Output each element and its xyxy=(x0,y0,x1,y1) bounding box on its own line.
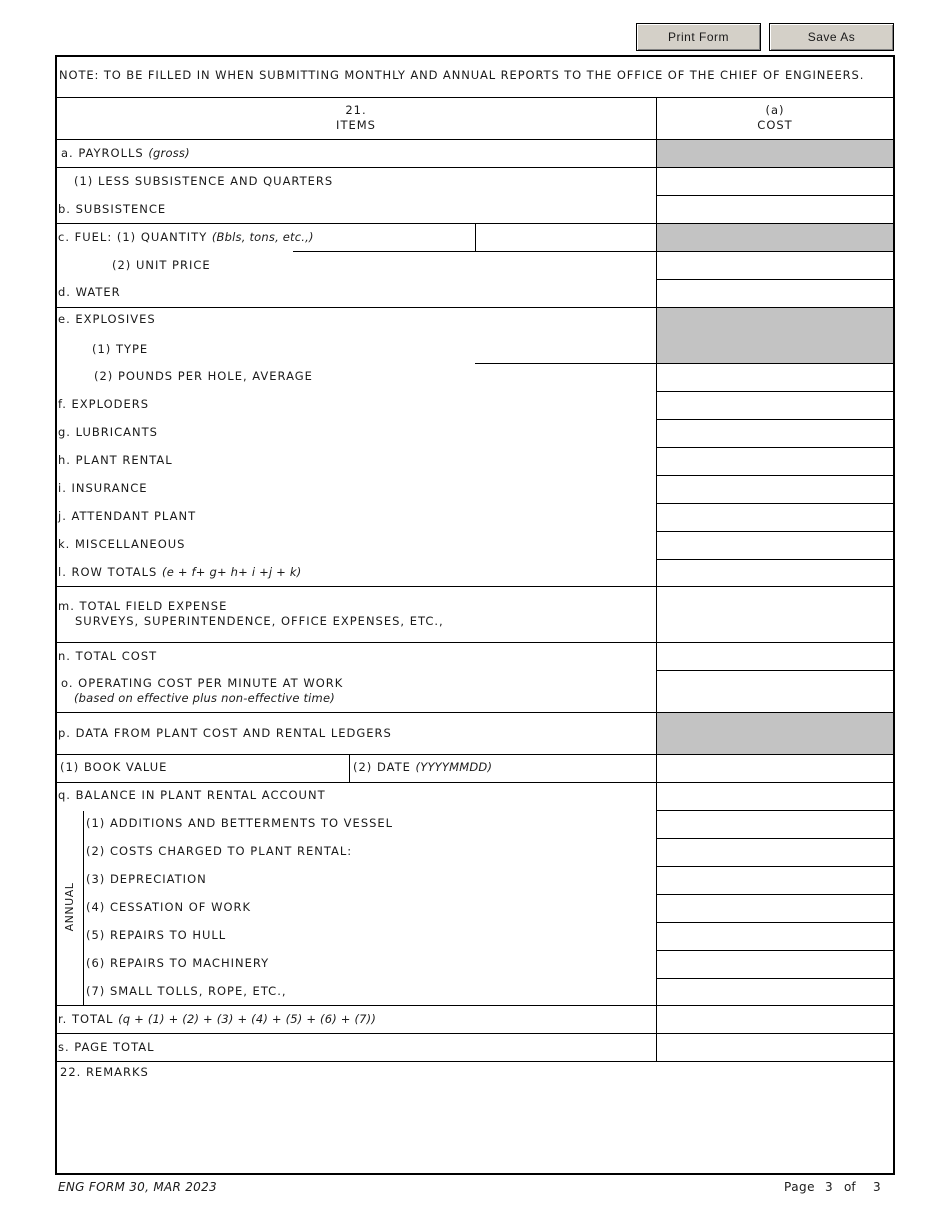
divider xyxy=(656,195,894,196)
row-label-q4: (4) CESSATION OF WORK xyxy=(86,900,252,914)
divider xyxy=(56,97,894,98)
form-id: ENG FORM 30, MAR 2023 xyxy=(58,1180,217,1194)
column-divider xyxy=(656,98,657,1062)
page-total: 3 xyxy=(873,1180,881,1194)
row-label-p: p. DATA FROM PLANT COST AND RENTAL LEDGERS xyxy=(58,726,392,740)
divider xyxy=(56,782,894,783)
row-label-g: g. LUBRICANTS xyxy=(58,425,158,439)
cost-field-m[interactable] xyxy=(657,587,893,642)
row-label-b: b. SUBSISTENCE xyxy=(58,202,167,216)
row-label-f: f. EXPLODERS xyxy=(58,397,150,411)
row-label-n: n. TOTAL COST xyxy=(58,649,158,663)
row-label-c2: (2) UNIT PRICE xyxy=(112,258,211,272)
cost-field-l[interactable] xyxy=(657,560,893,586)
book-value-input[interactable] xyxy=(160,757,347,781)
save-as-button[interactable]: Save As xyxy=(769,23,894,51)
page-of: of xyxy=(844,1180,856,1194)
cost-field-e2[interactable] xyxy=(657,364,893,391)
divider xyxy=(656,503,894,504)
cost-field-e xyxy=(657,308,893,363)
divider xyxy=(656,810,894,811)
row-label-q1: (1) ADDITIONS AND BETTERMENTS TO VESSEL xyxy=(86,816,394,830)
cost-field-j[interactable] xyxy=(657,504,893,531)
form-note: NOTE: TO BE FILLED IN WHEN SUBMITTING MONTHLY AND ANNUAL REPORTS TO THE OFFICE OF THE CHIEF OF ENGINEERS. xyxy=(59,68,865,82)
divider xyxy=(656,475,894,476)
cost-field-q3[interactable] xyxy=(657,867,893,894)
cost-field-f[interactable] xyxy=(657,392,893,419)
cost-field-b[interactable] xyxy=(657,196,893,223)
cost-field-k[interactable] xyxy=(657,532,893,559)
divider xyxy=(656,866,894,867)
cost-field-o[interactable] xyxy=(657,671,893,712)
fuel-quantity-unit-input[interactable] xyxy=(476,226,655,250)
row-label-l: l. ROW TOTALS (e + f+ g+ h+ i +j + k) xyxy=(58,565,302,579)
cost-field-q1[interactable] xyxy=(657,811,893,838)
row-label-r: r. TOTAL (q + (1) + (2) + (3) + (4) + (5) + (6) + (7)) xyxy=(58,1012,377,1026)
cost-header: COST xyxy=(757,118,793,132)
cost-field-n[interactable] xyxy=(657,643,893,670)
row-label-q3: (3) DEPRECIATION xyxy=(86,872,207,886)
date-input[interactable] xyxy=(492,757,655,781)
cost-field-q7[interactable] xyxy=(657,979,893,1005)
print-form-button[interactable]: Print Form xyxy=(636,23,761,51)
divider xyxy=(56,754,894,755)
cost-field-s[interactable] xyxy=(657,1034,893,1061)
row-label-i: i. INSURANCE xyxy=(58,481,148,495)
cost-field-q6[interactable] xyxy=(657,951,893,978)
divider xyxy=(56,642,894,643)
row-label-m: m. TOTAL FIELD EXPENSE xyxy=(58,599,228,613)
cost-field-p xyxy=(657,713,893,754)
items-number: 21. xyxy=(345,103,367,117)
row-label-p2: (2) DATE (YYYYMMDD) xyxy=(353,760,493,774)
divider xyxy=(56,1033,894,1034)
divider xyxy=(656,447,894,448)
divider xyxy=(656,894,894,895)
cost-field-c2[interactable] xyxy=(657,252,893,279)
cost-field-h[interactable] xyxy=(657,448,893,475)
divider xyxy=(56,1061,894,1062)
page-current: 3 xyxy=(825,1180,833,1194)
cost-field-q2[interactable] xyxy=(657,839,893,866)
divider xyxy=(656,670,894,671)
row-label-q6: (6) REPAIRS TO MACHINERY xyxy=(86,956,270,970)
row-label-q7: (7) SMALL TOLLS, ROPE, ETC., xyxy=(86,984,287,998)
row-label-a: a. PAYROLLS (gross) xyxy=(61,146,190,160)
row-label-m-sub: SURVEYS, SUPERINTENDENCE, OFFICE EXPENSES, ETC., xyxy=(75,614,444,628)
divider xyxy=(656,391,894,392)
divider xyxy=(56,307,894,308)
cost-field-d[interactable] xyxy=(657,280,893,307)
divider xyxy=(656,279,894,280)
row-label-o-note: (based on effective plus non-effective time) xyxy=(74,691,335,705)
page-word: Page xyxy=(784,1180,816,1194)
cost-field-q[interactable] xyxy=(657,783,893,810)
annual-label: ANNUAL xyxy=(63,882,76,932)
cost-field-p1[interactable] xyxy=(657,755,893,782)
row-label-h: h. PLANT RENTAL xyxy=(58,453,173,467)
divider xyxy=(56,1005,894,1006)
explosive-type-input[interactable] xyxy=(476,336,655,362)
divider xyxy=(656,922,894,923)
remarks-textarea[interactable] xyxy=(58,1082,892,1172)
row-label-q: q. BALANCE IN PLANT RENTAL ACCOUNT xyxy=(58,788,326,802)
cost-field-c xyxy=(657,224,893,251)
row-label-q5: (5) REPAIRS TO HULL xyxy=(86,928,227,942)
row-label-k: k. MISCELLANEOUS xyxy=(58,537,186,551)
cost-field-g[interactable] xyxy=(657,420,893,447)
cost-field-a xyxy=(657,140,893,167)
cost-letter: (a) xyxy=(765,103,785,117)
row-label-p1: (1) BOOK VALUE xyxy=(60,760,168,774)
items-header: ITEMS xyxy=(336,118,376,132)
divider xyxy=(656,531,894,532)
divider xyxy=(475,363,894,364)
row-label-e1: (1) TYPE xyxy=(92,342,149,356)
cost-field-q4[interactable] xyxy=(657,895,893,922)
remarks-label: 22. REMARKS xyxy=(60,1065,149,1079)
row-label-e2: (2) POUNDS PER HOLE, AVERAGE xyxy=(94,369,313,383)
divider xyxy=(56,586,894,587)
row-label-d: d. WATER xyxy=(58,285,121,299)
annual-bracket xyxy=(83,811,84,1005)
row-label-a1: (1) LESS SUBSISTENCE AND QUARTERS xyxy=(74,174,334,188)
row-label-c: c. FUEL: (1) QUANTITY (Bbls, tons, etc.,) xyxy=(58,230,314,244)
divider xyxy=(656,978,894,979)
row-label-j: j. ATTENDANT PLANT xyxy=(58,509,197,523)
row-label-e: e. EXPLOSIVES xyxy=(58,312,156,326)
divider xyxy=(56,712,894,713)
divider xyxy=(56,167,894,168)
divider xyxy=(656,950,894,951)
row-label-s: s. PAGE TOTAL xyxy=(58,1040,155,1054)
fuel-quantity-input[interactable] xyxy=(293,226,474,250)
row-label-q2: (2) COSTS CHARGED TO PLANT RENTAL: xyxy=(86,844,353,858)
cost-field-i[interactable] xyxy=(657,476,893,503)
row-label-o: o. OPERATING COST PER MINUTE AT WORK xyxy=(61,676,344,690)
cost-field-q5[interactable] xyxy=(657,923,893,950)
divider xyxy=(349,755,350,782)
divider xyxy=(656,419,894,420)
cost-field-r[interactable] xyxy=(657,1006,893,1033)
divider xyxy=(656,838,894,839)
cost-field-a1[interactable] xyxy=(657,168,893,195)
divider xyxy=(293,251,894,252)
divider xyxy=(656,559,894,560)
pounds-per-hole-input[interactable] xyxy=(476,365,655,390)
